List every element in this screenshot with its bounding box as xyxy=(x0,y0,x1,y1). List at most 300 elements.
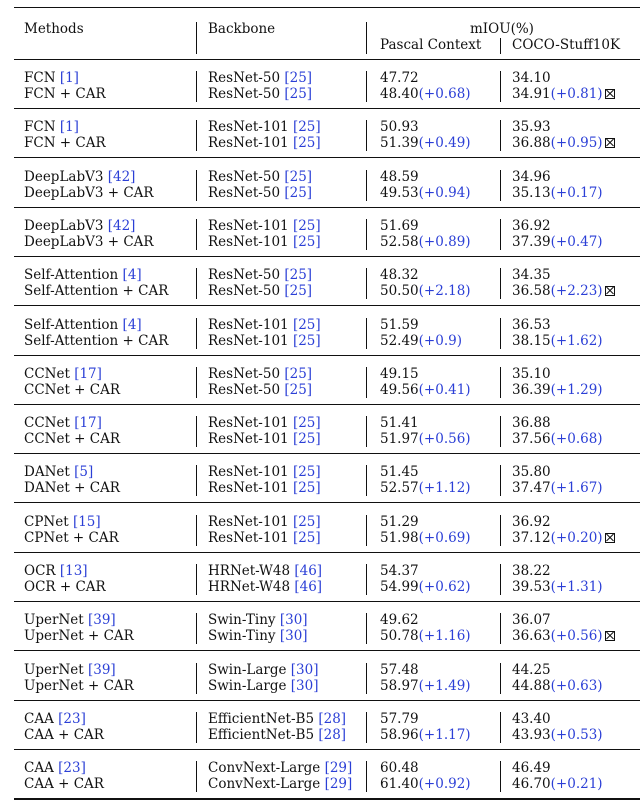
coco-stuff-cell xyxy=(512,480,603,496)
column-divider xyxy=(366,613,367,644)
pascal-miou-gain: (+0.68) xyxy=(418,86,471,102)
citation-link: [23] xyxy=(58,760,86,777)
column-divider xyxy=(196,712,197,743)
column-divider xyxy=(196,219,197,250)
column-divider xyxy=(500,71,501,102)
method-cell xyxy=(24,662,116,678)
citation-link: [29] xyxy=(324,760,353,777)
header-miou: mIOU(%) xyxy=(470,21,534,37)
backbone-name: ResNet-101 xyxy=(208,431,293,448)
pascal-context-cell xyxy=(380,579,471,595)
coco-miou-value: 34.10 xyxy=(512,70,551,86)
method-cell xyxy=(24,563,88,579)
group-separator xyxy=(14,157,640,158)
column-divider xyxy=(500,170,501,201)
coco-stuff-cell xyxy=(512,234,603,250)
pascal-context-cell xyxy=(380,135,471,151)
crossed-box-icon xyxy=(605,533,615,543)
pascal-context-cell xyxy=(380,776,471,792)
pascal-miou-gain: (+0.56) xyxy=(418,431,471,448)
coco-miou-value: 36.88 xyxy=(512,135,551,152)
backbone-name: EfficientNet-B5 xyxy=(208,710,319,727)
citation-link: [25] xyxy=(284,168,313,185)
coco-miou-gain: (+0.47) xyxy=(550,233,603,250)
column-divider xyxy=(196,761,197,792)
method-name: Self-Attention xyxy=(24,316,123,333)
pascal-miou-value: 51.98 xyxy=(380,529,419,546)
column-divider xyxy=(366,712,367,743)
column-divider xyxy=(366,367,367,398)
coco-stuff-cell xyxy=(512,678,603,694)
citation-link: [25] xyxy=(292,119,321,136)
group-separator xyxy=(14,601,640,602)
citation-link: [30] xyxy=(279,612,308,629)
column-divider xyxy=(196,120,197,151)
coco-miou-value: 36.92 xyxy=(512,513,551,530)
pascal-miou-value: 48.59 xyxy=(380,168,419,185)
pascal-context-cell xyxy=(380,382,471,398)
pascal-miou-gain: (+0.92) xyxy=(418,776,471,793)
column-divider xyxy=(196,318,197,349)
coco-miou-gain: (+0.68) xyxy=(550,431,603,448)
method-name: CCNet xyxy=(24,415,75,432)
bottom-rule xyxy=(14,798,640,800)
backbone-cell xyxy=(208,480,321,496)
pascal-miou-value: 48.40 xyxy=(380,86,419,102)
citation-link: [4] xyxy=(122,316,142,333)
citation-link: [5] xyxy=(74,464,94,481)
coco-miou-value: 44.25 xyxy=(512,661,551,678)
backbone-name: ResNet-50 xyxy=(208,184,285,201)
backbone-cell xyxy=(208,563,322,579)
coco-miou-value: 37.56 xyxy=(512,431,551,448)
group-separator xyxy=(14,305,640,306)
header-coco-stuff10k: COCO-Stuff10K xyxy=(512,37,621,53)
column-divider xyxy=(196,170,197,201)
coco-miou-value: 37.12 xyxy=(512,529,551,546)
backbone-name: ResNet-101 xyxy=(208,119,293,136)
crossed-box-icon xyxy=(605,89,615,99)
citation-link: [25] xyxy=(284,70,313,86)
method-name: CCNet + CAR xyxy=(24,381,121,398)
coco-stuff-cell xyxy=(512,628,615,644)
pascal-miou-value: 51.59 xyxy=(380,316,419,333)
pascal-miou-value: 48.32 xyxy=(380,267,419,284)
header-methods: Methods xyxy=(24,21,84,37)
coco-miou-value: 46.70 xyxy=(512,776,551,793)
backbone-name: ResNet-50 xyxy=(208,381,285,398)
citation-link: [30] xyxy=(279,628,308,645)
citation-link: [25] xyxy=(292,135,321,152)
method-name: FCN xyxy=(24,119,60,136)
method-name: Self-Attention + CAR xyxy=(24,332,169,349)
coco-miou-value: 38.22 xyxy=(512,563,551,579)
pascal-context-cell xyxy=(380,317,419,333)
coco-miou-value: 35.10 xyxy=(512,365,551,382)
column-divider xyxy=(500,120,501,151)
backbone-cell xyxy=(208,776,352,792)
coco-miou-value: 46.49 xyxy=(512,760,551,777)
backbone-cell xyxy=(208,185,312,201)
pascal-context-cell xyxy=(380,563,419,579)
method-name: DeepLabV3 xyxy=(24,217,108,234)
coco-miou-value: 36.07 xyxy=(512,612,551,629)
backbone-name: ResNet-101 xyxy=(208,480,293,497)
pascal-miou-gain: (+0.41) xyxy=(418,381,471,398)
coco-miou-value: 36.88 xyxy=(512,415,551,432)
column-divider xyxy=(500,219,501,250)
crossed-box-icon xyxy=(605,138,615,148)
backbone-name: ResNet-101 xyxy=(208,135,293,152)
method-name: DeepLabV3 xyxy=(24,168,108,185)
coco-miou-value: 36.39 xyxy=(512,381,551,398)
pascal-context-cell xyxy=(380,267,419,283)
pascal-miou-gain: (+0.9) xyxy=(418,332,462,349)
citation-link: [25] xyxy=(292,217,321,234)
method-cell xyxy=(24,415,102,431)
citation-link: [25] xyxy=(284,267,313,284)
method-name: CPNet xyxy=(24,513,73,530)
citation-link: [39] xyxy=(87,661,116,678)
method-name: CCNet xyxy=(24,365,75,382)
pascal-context-cell xyxy=(380,283,471,299)
coco-miou-value: 37.39 xyxy=(512,233,551,250)
backbone-cell xyxy=(208,711,346,727)
method-cell xyxy=(24,283,168,299)
coco-stuff-cell xyxy=(512,612,551,628)
coco-stuff-cell xyxy=(512,366,551,382)
backbone-name: HRNet-W48 xyxy=(208,579,295,595)
pascal-miou-value: 58.97 xyxy=(380,677,419,694)
method-cell xyxy=(24,267,142,283)
backbone-cell xyxy=(208,366,312,382)
group-separator xyxy=(14,108,640,109)
column-divider xyxy=(366,219,367,250)
backbone-cell xyxy=(208,579,322,595)
coco-miou-value: 38.15 xyxy=(512,332,551,349)
citation-link: [28] xyxy=(318,710,347,727)
coco-miou-value: 43.40 xyxy=(512,710,551,727)
pascal-miou-gain: (+1.16) xyxy=(418,628,471,645)
backbone-name: ResNet-101 xyxy=(208,233,293,250)
method-cell xyxy=(24,86,106,102)
coco-miou-value: 43.93 xyxy=(512,726,551,743)
pascal-miou-value: 58.96 xyxy=(380,726,419,743)
column-divider xyxy=(366,761,367,792)
backbone-cell xyxy=(208,727,346,743)
column-divider xyxy=(196,515,197,546)
backbone-cell xyxy=(208,317,321,333)
crossed-box-icon xyxy=(605,286,615,296)
coco-stuff-cell xyxy=(512,727,603,743)
method-name: CAA xyxy=(24,760,59,777)
method-cell xyxy=(24,530,119,546)
coco-miou-value: 35.13 xyxy=(512,184,551,201)
coco-miou-value: 36.63 xyxy=(512,628,551,645)
method-name: FCN xyxy=(24,70,60,86)
method-name: CCNet + CAR xyxy=(24,431,121,448)
pascal-miou-value: 51.41 xyxy=(380,415,419,432)
column-divider xyxy=(196,465,197,496)
citation-link: [25] xyxy=(284,283,313,300)
coco-stuff-cell xyxy=(512,514,551,530)
citation-link: [1] xyxy=(59,70,79,86)
header-rule xyxy=(14,59,640,60)
method-name: UperNet xyxy=(24,661,88,678)
pascal-miou-value: 57.79 xyxy=(380,710,419,727)
method-cell xyxy=(24,464,93,480)
citation-link: [25] xyxy=(284,381,313,398)
coco-miou-gain: (+0.21) xyxy=(550,776,603,793)
backbone-name: ConvNext-Large xyxy=(208,760,325,777)
column-divider xyxy=(196,564,197,595)
method-cell xyxy=(24,218,135,234)
method-name: Self-Attention + CAR xyxy=(24,283,169,300)
pascal-miou-value: 49.53 xyxy=(380,184,419,201)
pascal-miou-value: 54.37 xyxy=(380,563,419,579)
citation-link: [28] xyxy=(318,726,347,743)
group-separator xyxy=(14,552,640,553)
pascal-context-cell xyxy=(380,760,419,776)
column-divider xyxy=(366,416,367,447)
method-cell xyxy=(24,234,154,250)
column-divider xyxy=(500,318,501,349)
backbone-cell xyxy=(208,431,321,447)
method-cell xyxy=(24,382,120,398)
pascal-miou-gain: (+1.49) xyxy=(418,677,471,694)
column-divider xyxy=(366,663,367,694)
pascal-miou-value: 50.93 xyxy=(380,119,419,136)
coco-miou-gain: (+1.62) xyxy=(550,332,603,349)
citation-link: [42] xyxy=(107,168,136,185)
coco-stuff-cell xyxy=(512,70,551,86)
coco-stuff-cell xyxy=(512,382,603,398)
coco-stuff-cell xyxy=(512,185,603,201)
backbone-cell xyxy=(208,86,312,102)
column-divider xyxy=(366,71,367,102)
citation-link: [39] xyxy=(87,612,116,629)
group-separator xyxy=(14,749,640,750)
backbone-name: Swin-Large xyxy=(208,677,291,694)
backbone-name: ResNet-101 xyxy=(208,415,293,432)
method-name: DeepLabV3 + CAR xyxy=(24,233,154,250)
citation-link: [13] xyxy=(59,563,88,579)
citation-link: [25] xyxy=(292,233,321,250)
backbone-cell xyxy=(208,267,312,283)
group-separator xyxy=(14,207,640,208)
method-cell xyxy=(24,70,79,86)
group-separator xyxy=(14,453,640,454)
coco-miou-value: 34.91 xyxy=(512,86,551,102)
column-divider xyxy=(196,71,197,102)
citation-link: [25] xyxy=(292,415,321,432)
backbone-cell xyxy=(208,530,321,546)
backbone-cell xyxy=(208,662,319,678)
pascal-miou-value: 50.50 xyxy=(380,283,419,300)
method-name: UperNet + CAR xyxy=(24,628,134,645)
pascal-context-cell xyxy=(380,727,471,743)
column-divider xyxy=(366,515,367,546)
method-cell xyxy=(24,711,86,727)
pascal-context-cell xyxy=(380,612,419,628)
group-separator xyxy=(14,700,640,701)
backbone-name: ResNet-101 xyxy=(208,513,293,530)
coco-miou-gain: (+1.31) xyxy=(550,579,603,595)
method-cell xyxy=(24,480,120,496)
citation-link: [17] xyxy=(74,415,102,432)
coco-stuff-cell xyxy=(512,579,603,595)
column-divider xyxy=(366,465,367,496)
pascal-miou-value: 51.97 xyxy=(380,431,419,448)
pascal-miou-value: 49.56 xyxy=(380,381,419,398)
pascal-miou-gain: (+0.62) xyxy=(418,579,471,595)
pascal-miou-value: 51.69 xyxy=(380,217,419,234)
coco-miou-value: 36.58 xyxy=(512,283,551,300)
backbone-name: ResNet-101 xyxy=(208,464,293,481)
pascal-context-cell xyxy=(380,530,471,546)
pascal-context-cell xyxy=(380,662,419,678)
coco-miou-value: 35.93 xyxy=(512,119,551,136)
column-divider xyxy=(366,318,367,349)
coco-stuff-cell xyxy=(512,119,551,135)
pascal-miou-gain: (+0.89) xyxy=(418,233,471,250)
pascal-miou-value: 52.58 xyxy=(380,233,419,250)
pascal-context-cell xyxy=(380,431,471,447)
header-divider-2 xyxy=(366,22,367,54)
backbone-name: ConvNext-Large xyxy=(208,776,325,793)
group-separator xyxy=(14,404,640,405)
column-divider xyxy=(500,515,501,546)
coco-miou-gain: (+0.95) xyxy=(550,135,603,152)
method-cell xyxy=(24,579,106,595)
backbone-cell xyxy=(208,283,312,299)
group-separator xyxy=(14,355,640,356)
backbone-cell xyxy=(208,169,312,185)
method-name: FCN + CAR xyxy=(24,135,106,152)
backbone-name: ResNet-101 xyxy=(208,316,293,333)
pascal-context-cell xyxy=(380,70,419,86)
method-name: UperNet xyxy=(24,612,88,629)
pascal-miou-gain: (+0.69) xyxy=(418,529,471,546)
citation-link: [15] xyxy=(72,513,101,530)
backbone-name: ResNet-101 xyxy=(208,217,293,234)
pascal-context-cell xyxy=(380,86,471,102)
pascal-miou-gain: (+0.49) xyxy=(418,135,471,152)
pascal-context-cell xyxy=(380,678,471,694)
pascal-context-cell xyxy=(380,119,419,135)
column-divider xyxy=(366,170,367,201)
column-divider xyxy=(500,663,501,694)
citation-link: [42] xyxy=(107,217,136,234)
coco-stuff-cell xyxy=(512,218,551,234)
citation-link: [25] xyxy=(292,332,321,349)
pascal-miou-value: 50.78 xyxy=(380,628,419,645)
method-cell xyxy=(24,776,104,792)
citation-link: [25] xyxy=(292,464,321,481)
group-separator xyxy=(14,650,640,651)
citation-link: [25] xyxy=(284,86,313,102)
method-cell xyxy=(24,628,134,644)
pascal-context-cell xyxy=(380,415,419,431)
column-divider xyxy=(500,564,501,595)
pascal-miou-value: 52.49 xyxy=(380,332,419,349)
column-divider xyxy=(500,712,501,743)
coco-miou-gain: (+0.17) xyxy=(550,184,603,201)
citation-link: [25] xyxy=(292,513,321,530)
coco-stuff-cell xyxy=(512,169,551,185)
pascal-miou-value: 52.57 xyxy=(380,480,419,497)
coco-stuff-cell xyxy=(512,662,551,678)
coco-miou-value: 36.92 xyxy=(512,217,551,234)
citation-link: [25] xyxy=(284,365,313,382)
coco-stuff-cell xyxy=(512,317,551,333)
coco-stuff-cell xyxy=(512,464,551,480)
column-divider xyxy=(500,465,501,496)
pascal-context-cell xyxy=(380,366,419,382)
backbone-cell xyxy=(208,218,321,234)
method-cell xyxy=(24,514,101,530)
pascal-context-cell xyxy=(380,480,471,496)
pascal-context-cell xyxy=(380,234,471,250)
coco-miou-value: 34.96 xyxy=(512,168,551,185)
coco-miou-gain: (+0.56) xyxy=(550,628,603,645)
method-cell xyxy=(24,760,86,776)
backbone-name: ResNet-101 xyxy=(208,529,293,546)
coco-stuff-cell xyxy=(512,415,551,431)
pascal-context-cell xyxy=(380,185,471,201)
citation-link: [29] xyxy=(324,776,353,793)
method-cell xyxy=(24,185,154,201)
pascal-miou-gain: (+2.18) xyxy=(418,283,471,300)
column-divider xyxy=(500,416,501,447)
backbone-cell xyxy=(208,415,321,431)
method-cell xyxy=(24,678,134,694)
method-name: CAA + CAR xyxy=(24,776,104,793)
backbone-name: EfficientNet-B5 xyxy=(208,726,319,743)
citation-link: [46] xyxy=(294,563,323,579)
coco-miou-value: 44.88 xyxy=(512,677,551,694)
pascal-miou-value: 57.48 xyxy=(380,661,419,678)
backbone-name: Swin-Large xyxy=(208,661,291,678)
method-name: FCN + CAR xyxy=(24,86,106,102)
method-name: DeepLabV3 + CAR xyxy=(24,184,154,201)
backbone-name: ResNet-50 xyxy=(208,70,285,86)
pascal-context-cell xyxy=(380,711,419,727)
backbone-cell xyxy=(208,464,321,480)
pascal-miou-value: 51.45 xyxy=(380,464,419,481)
column-divider xyxy=(500,761,501,792)
coco-miou-value: 37.47 xyxy=(512,480,551,497)
backbone-cell xyxy=(208,135,321,151)
group-separator xyxy=(14,502,640,503)
pascal-context-cell xyxy=(380,333,462,349)
citation-link: [1] xyxy=(59,119,79,136)
pascal-miou-value: 51.39 xyxy=(380,135,419,152)
coco-miou-gain: (+0.53) xyxy=(550,726,603,743)
coco-stuff-cell xyxy=(512,776,603,792)
crossed-box-icon xyxy=(605,631,615,641)
pascal-miou-gain: (+1.12) xyxy=(418,480,471,497)
method-name: UperNet + CAR xyxy=(24,677,134,694)
backbone-cell xyxy=(208,628,308,644)
column-divider xyxy=(366,564,367,595)
pascal-context-cell xyxy=(380,218,419,234)
citation-link: [4] xyxy=(122,267,142,284)
coco-stuff-cell xyxy=(512,333,603,349)
pascal-context-cell xyxy=(380,169,419,185)
top-rule xyxy=(14,7,640,8)
header-pascal-context: Pascal Context xyxy=(380,37,482,53)
